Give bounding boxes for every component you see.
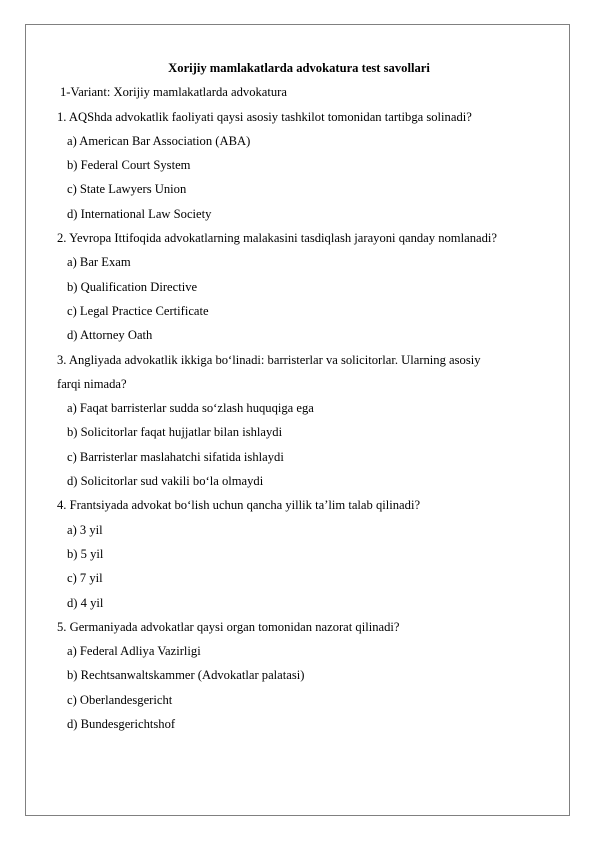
document-title: Xorijiy mamlakatlarda advokatura test savollari <box>168 61 430 75</box>
answer-option: a) Bar Exam <box>67 255 131 270</box>
answer-option: b) Rechtsanwaltskammer (Advokatlar palatasi) <box>67 668 305 683</box>
answer-option: a) 3 yil <box>67 522 103 537</box>
question-block <box>57 348 557 494</box>
question-text: 1. AQShda advokatlik faoliyati qaysi asosiy tashkilot tomonidan tartibga solinadi? <box>57 109 472 124</box>
answer-option: c) Oberlandesgericht <box>67 692 173 707</box>
question-text-line-1: 3. Angliyada advokatlik ikkiga bo‘linadi: barristerlar va solicitorlar. Ularning asosiy <box>57 352 481 367</box>
variant-label: 1-Variant: Xorijiy mamlakatlarda advokatura <box>60 85 287 100</box>
question-text: 5. Germaniyada advokatlar qaysi organ tomonidan nazorat qilinadi? <box>57 619 400 634</box>
question-block <box>57 493 557 614</box>
answer-option: a) Federal Adliya Vazirligi <box>67 644 201 659</box>
question-block <box>57 226 557 347</box>
question-text: 4. Frantsiyada advokat bo‘lish uchun qancha yillik ta’lim talab qilinadi? <box>57 498 421 513</box>
answer-option: d) International Law Society <box>67 206 212 221</box>
answer-option: b) Federal Court System <box>67 158 191 173</box>
answer-option: c) State Lawyers Union <box>67 182 187 197</box>
answer-option: c) Legal Practice Certificate <box>67 303 209 318</box>
answer-option: b) Solicitorlar faqat hujjatlar bilan ishlaydi <box>67 425 283 440</box>
answer-option: d) Solicitorlar sud vakili bo‘la olmaydi <box>67 474 264 489</box>
question-text: 2. Yevropa Ittifoqida advokatlarning malakasini tasdiqlash jarayoni qanday nomlanadi? <box>57 231 497 246</box>
answer-option: b) Qualification Directive <box>67 279 198 294</box>
document-body <box>57 56 557 736</box>
answer-option: d) Attorney Oath <box>67 328 153 343</box>
answer-option: c) 7 yil <box>67 571 103 586</box>
answer-option: a) American Bar Association (ABA) <box>67 133 251 148</box>
answer-option: a) Faqat barristerlar sudda so‘zlash huquqiga ega <box>67 401 314 416</box>
answer-option: c) Barristerlar maslahatchi sifatida ishlaydi <box>67 449 284 464</box>
question-block <box>57 615 557 736</box>
question-block <box>57 105 557 226</box>
answer-option: b) 5 yil <box>67 546 104 561</box>
question-text-line-2: farqi nimada? <box>57 376 127 391</box>
answer-option: d) 4 yil <box>67 595 104 610</box>
answer-option: d) Bundesgerichtshof <box>67 717 176 732</box>
